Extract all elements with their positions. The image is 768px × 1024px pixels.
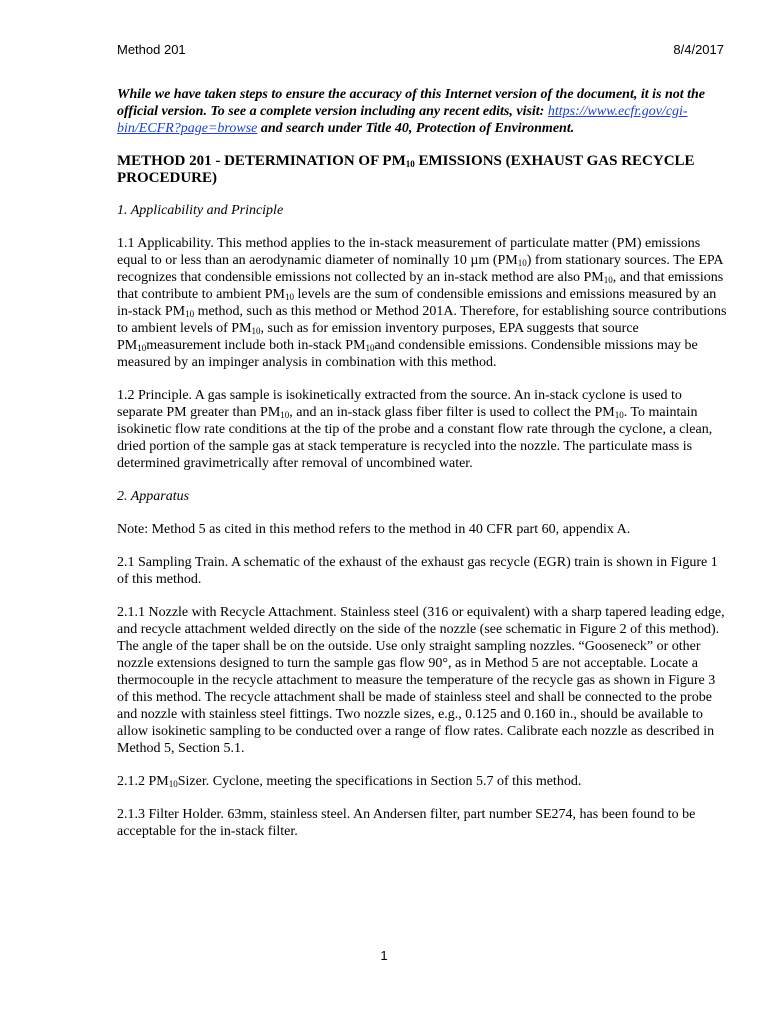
document-title: METHOD 201 - DETERMINATION OF $PM_{10}$ EMISSIONS (EXHAUST GAS RECYCLE PROCEDURE) xyxy=(117,153,695,186)
paragraph-2-1-sampling-train: 2.1 Sampling Train. A schematic of the exhaust of the exhaust gas recycle (EGR) train is shown in Figure 1 of this method. xyxy=(117,555,718,587)
paragraph-1-2-principle: 1.2 Principle. A gas sample is isokinetically extracted from the source. An in-stack cyclone is used to separate PM greater than $PM_{10}$, and an in-stack glass fiber filter is used to collect the $PM_{10}$. To maintain isokinetic flow rate conditions at the tip of the probe and a constant flow rate through the cyclone, a clean, dried portion of the sample gas at stack temperature is recycled into the nozzle. The particulate mass is determined gravimetrically after removal of uncombined water. xyxy=(117,388,713,471)
header-date: 8/4/2017 xyxy=(673,42,724,57)
document-body xyxy=(117,86,728,856)
disclaimer xyxy=(117,86,728,137)
page-header xyxy=(117,42,724,57)
paragraph-2-1-1-nozzle: 2.1.1 Nozzle with Recycle Attachment. Stainless steel (316 or equivalent) with a sharp tapered leading edge, and recycle attachment welded directly on the side of the nozzle (see schematic in Figure 2 of this method). The angle of the taper shall be on the outside. Use only straight sampling nozzles. “Gooseneck” or other nozzle extensions designed to turn the sample gas flow 90°, as in Method 5 are not acceptable. Locate a thermocouple in the recycle attachment to measure the temperature of the recycle gas as shown in Figure 3 of this method. The recycle attachment shall be made of stainless steel and shall be connected to the probe and nozzle with stainless steel fittings. Two nozzle sizes, e.g., 0.125 and 0.160 in., should be available to allow isokinetic sampling to be conducted over a range of flow rates. Calibrate each nozzle as described in Method 5, Section 5.1. xyxy=(117,605,725,756)
page-number: 1 xyxy=(380,948,388,963)
ecfr-link[interactable]: https://www.ecfr.gov/cgi-bin/ECFR?page=browse xyxy=(117,104,688,136)
disclaimer-text-before: While we have taken steps to ensure the accuracy of this Internet version of the document, it is not the official version. To see a complete version including any recent edits, visit: xyxy=(117,87,706,119)
paragraph-2-1-3-filter-holder: 2.1.3 Filter Holder. 63mm, stainless steel. An Andersen filter, part number SE274, has been found to be acceptable for the in-stack filter. xyxy=(117,807,696,839)
paragraph-note: Note: Method 5 as cited in this method refers to the method in 40 CFR part 60, appendix A. xyxy=(117,522,631,537)
section-heading-applicability: 1. Applicability and Principle xyxy=(117,203,284,218)
disclaimer-text-after: and search under Title 40, Protection of Environment. xyxy=(257,121,575,136)
header-method-label: Method 201 xyxy=(117,42,186,57)
paragraph-1-1-applicability: 1.1 Applicability. This method applies to the in-stack measurement of particulate matter (PM) emissions equal to or less than an aerodynamic diameter of nominally 10 µm $(PM_{10})$ from stationary sources. The EPA recognizes that condensible emissions not collected by an in-stack method are also $PM_{10}$, and that emissions that contribute to ambient $PM_{10}$ levels are the sum of condensible emissions and emissions measured by an in-stack $PM_{10}$ method, such as this method or Method 201A. Therefore, for establishing source contributions to ambient levels of $PM_{10}$, such as for emission inventory purposes, EPA suggests that source $PM_{10}measurement$ include both in-stack $PM_{10}and$ condensible emissions. Condensible missions may be measured by an impinger analysis in combination with this method. xyxy=(117,236,727,370)
paragraph-2-1-2-sizer: 2.1.2 $PM_{10}Sizer$. Cyclone, meeting the specifications in Section 5.7 of this method. xyxy=(117,774,582,789)
section-heading-apparatus: 2. Apparatus xyxy=(117,489,190,504)
